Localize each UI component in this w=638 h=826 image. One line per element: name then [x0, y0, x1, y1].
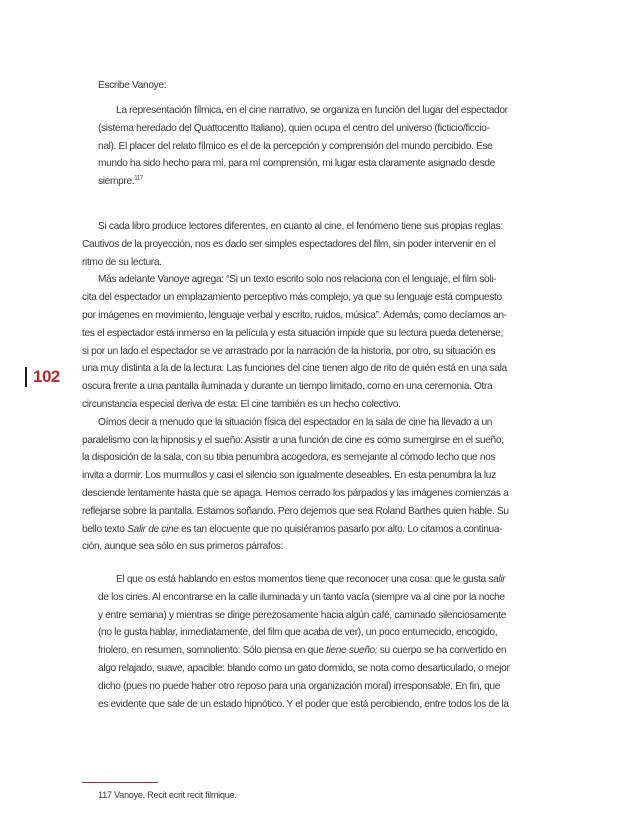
body-line: ritmo de su lectura. — [82, 256, 162, 268]
quote-line: (no le gusta hablar, inmediatamente, del film que acaba de ver), un poco entumecido, encogido, — [98, 627, 498, 639]
body-line: Cautivos de la proyección, nos es dado ser simples espectadores del film, sin poder intervenir en el — [82, 238, 496, 250]
body-line: circunstancia especial deriva de esta: El cine también es un hecho colectivo. — [82, 398, 401, 410]
block-quote-vanoye — [98, 102, 508, 191]
book-title: Salir de cine — [127, 523, 179, 535]
quote-line: nal). El placer del relato fílmico es el de la percepción y comprensión del mundo percibido. Ese — [98, 140, 493, 152]
body-line: reflejarse sobre la pantalla. Estamos soñando. Pero dejemos que sea Roland Barthes quien hable. Su — [82, 505, 509, 517]
quote-line: de los cines. Al encontrarse en la calle iluminada y un tanto vacía (siempre va al cine por la noche — [98, 591, 505, 603]
quote-line: (sistema heredado del Quattocentto Italiano), quien ocupa el centro del universo (ficticio/ficcio- — [98, 122, 490, 134]
quote-line: mundo ha sido hecho para mí, para mí comprensión, mi lugar esta claramente asignado desde — [98, 158, 495, 170]
quote-line: friolero, en resumen, somnoliento: Sólo piensa en que tiene sueño; su cuerpo se ha convertido en — [98, 645, 507, 657]
page-number — [25, 366, 60, 388]
body-line: bello texto Salir de cine es tan elocuente que no quisiéramos pasarlo por alto. Lo citamos a continua- — [82, 523, 503, 535]
lead-line: Escribe Vanoye: — [98, 80, 167, 91]
body-line: una muy distinta a la de la lectura. Las funciones del cine tienen algo de rito de quién está en una sala — [82, 363, 507, 375]
body-line: si por un lado el espectador se ve arrastrado por la narración de la historia, por otro, su situación es — [82, 345, 496, 357]
body-line: la disposición de la sala, con su tibia penumbra acogedora, es semejante al cómodo lecho que nos — [82, 452, 496, 464]
body-text — [82, 218, 509, 556]
body-line: oscura frente a una pantalla iluminada y durante un tiempo limitado, como en una ceremonia. Otra — [82, 381, 493, 393]
body-line: desciende lentamente hasta que se apaga. Hemos cerrado los párpados y las imágenes comienzas a — [82, 487, 509, 499]
body-line: por imágenes en movimiento, lenguaje verbal y escrito, ruidos, música”. Además, como decíamos an- — [82, 309, 507, 321]
body-line: cita del espectador un emplazamiento perceptivo más complejo, ya que su lenguaje está compuesto — [82, 292, 502, 304]
quote-line: El que os está hablando en estos momentos tiene que reconocer una cosa: que le gusta salir — [116, 574, 506, 585]
quote-line: algo relajado, suave, apacible: blando como un gato dormido, se nota como desarticulado, o mejor — [98, 662, 510, 674]
body-line: Oímos decir a menudo que la situación física del espectador en la sala de cine ha llevado a un — [98, 416, 493, 428]
quote-line: es evidente que sale de un estado hipnótico. Y el poder que está percibiendo, entre todos los de la — [98, 698, 509, 710]
footnote-ref: 117 — [134, 175, 143, 182]
quote-line: dicho (pues no puede haber otro reposo para una organización moral) irresponsable. En fin, que — [98, 680, 501, 692]
block-quote-barthes — [98, 571, 510, 713]
body-line: paralelismo con la hipnosis y el sueño: Asistir a una función de cine es como sumergirse en el sueño; — [82, 434, 504, 446]
page-number-bar — [25, 367, 27, 387]
body-line: ción, aunque sea sólo en sus primeros párrafos: — [82, 541, 284, 553]
quote-line: La representación fílmica, en el cine narrativo, se organiza en función del lugar del espectador — [116, 105, 508, 116]
body-line: tes el espectador está inmerso en la película y esta situación impide que su lectura pueda detenerse; — [82, 327, 504, 339]
body-line: invita a dormir. Los murmullos y casi el silencio son igualmente deseables. En esta penumbra la luz — [82, 470, 496, 482]
quote-line: y entre semana) y mientras se dirige perezosamente hacia algún café, caminado silenciosamente — [98, 609, 507, 621]
body-line: Más adelante Vanoye agrega: “Si un texto escrito solo nos relaciona con el lenguaje, el film soli- — [98, 274, 497, 286]
body-line: Si cada libro produce lectores diferentes, en cuanto al cine, el fenómeno tiene sus propias reglas: — [98, 221, 503, 232]
quote-line: siempre.$^{117}$ — [98, 175, 143, 188]
footnote-divider — [82, 782, 158, 783]
page-number-text: 102 — [33, 367, 60, 386]
footnote: 117 Vanoye, Recit ecrit recit filmique. — [98, 790, 237, 800]
